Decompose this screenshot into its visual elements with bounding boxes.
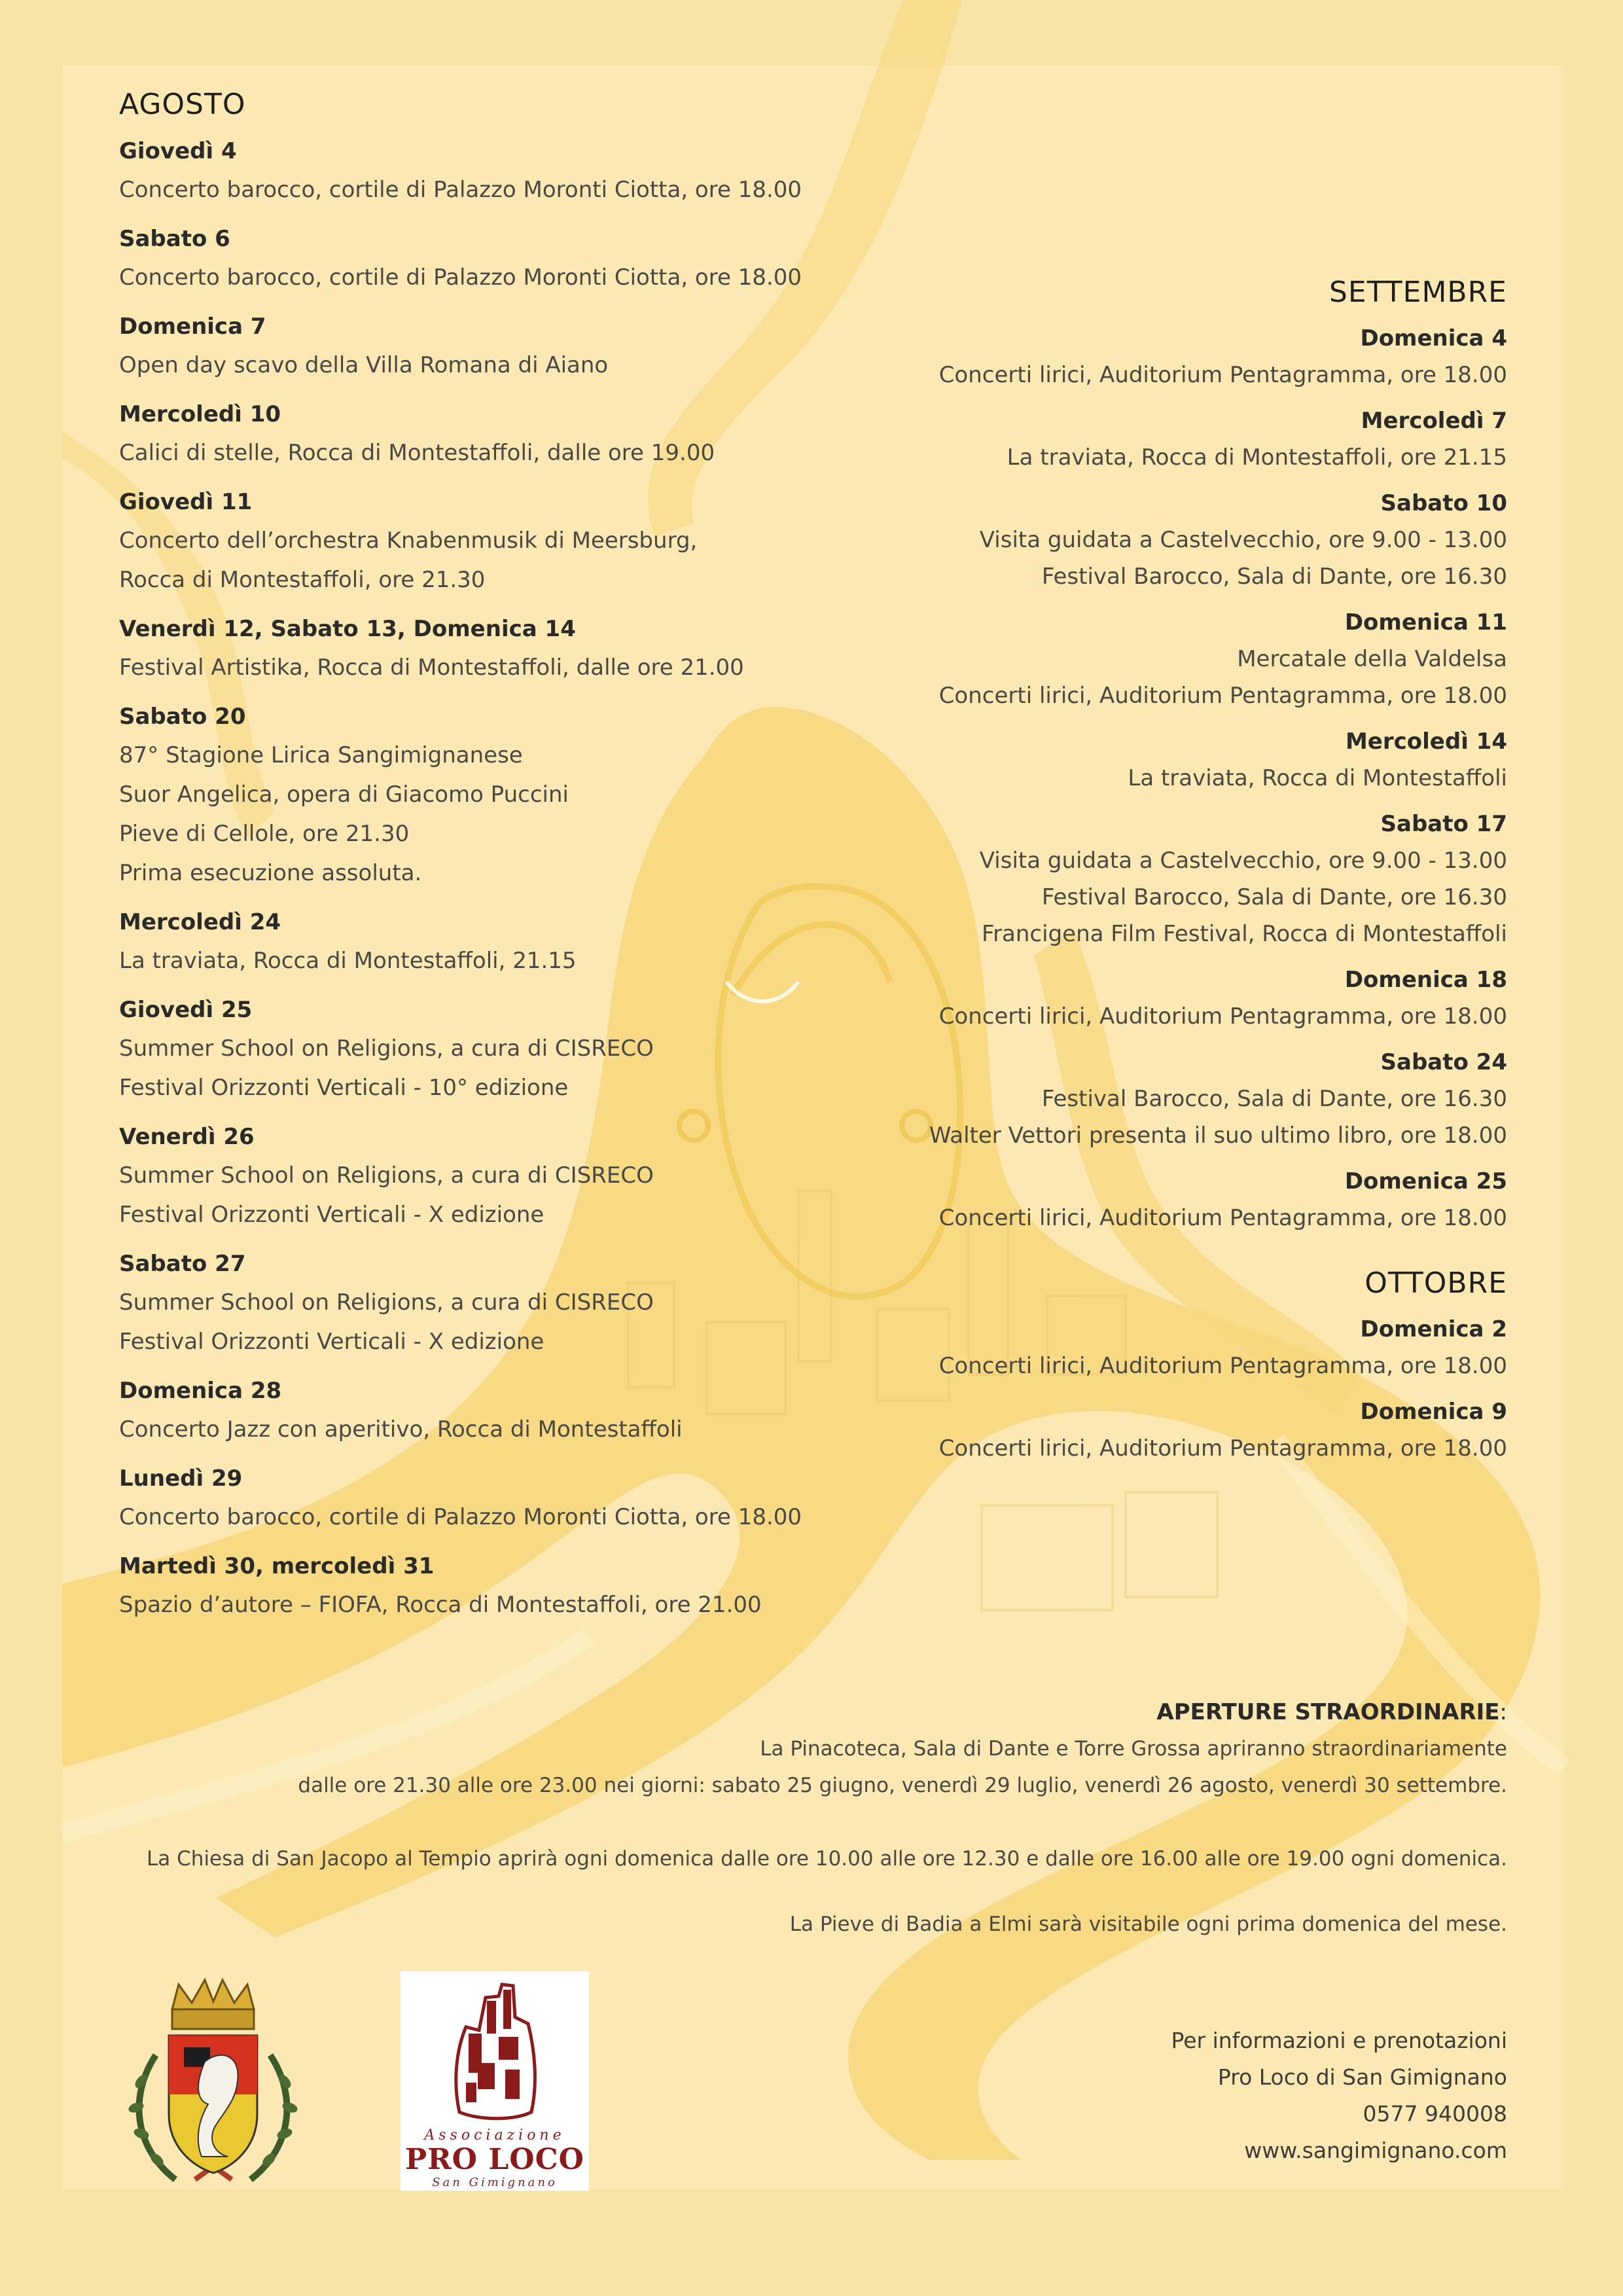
contact-website-link[interactable]: www.sangimignano.com	[1244, 2138, 1507, 2163]
event-date: Giovedì 4	[119, 138, 237, 164]
event-description: Festival Orizzonti Verticali - X edizione	[119, 1202, 544, 1228]
event-date: Domenica 25	[1344, 1168, 1507, 1194]
proloco-name-label: PRO LOCO	[405, 2143, 584, 2176]
proloco-logo	[401, 1971, 589, 2191]
event-date: Venerdì 26	[119, 1124, 255, 1150]
event-description: Suor Angelica, opera di Giacomo Puccini	[119, 781, 569, 808]
event-date: Sabato 17	[1380, 811, 1507, 837]
event-description: La traviata, Rocca di Montestaffoli, 21.15	[119, 948, 577, 974]
event-description: Concerto dell’orchestra Knabenmusik di Meersburg,	[119, 528, 698, 554]
event-description: Festival Orizzonti Verticali - X edizione	[119, 1329, 544, 1355]
event-date: Martedì 30, mercoledì 31	[119, 1553, 435, 1579]
contact-phone[interactable]: 0577 940008	[1363, 2101, 1507, 2126]
event-date: Domenica 9	[1360, 1399, 1507, 1425]
event-entry	[119, 991, 852, 1107]
event-description: Festival Artistika, Rocca di Montestaffoli, dalle ore 21.00	[119, 655, 744, 681]
event-description: Concerti lirici, Auditorium Pentagramma, ore 18.00	[938, 1353, 1507, 1379]
event-description: Calici di stelle, Rocca di Montestaffoli, dalle ore 19.00	[119, 440, 715, 466]
event-description: Open day scavo della Villa Romana di Aiano	[119, 352, 609, 378]
event-description: Concerto Jazz con aperitivo, Rocca di Montestaffoli	[119, 1416, 683, 1443]
agosto-event-list	[119, 132, 852, 1624]
event-entry	[119, 395, 852, 473]
towers-icon	[401, 1971, 589, 2128]
event-entry	[853, 320, 1507, 393]
event-description: Summer School on Religions, a cura di CISRECO	[119, 1289, 654, 1316]
event-date: Domenica 7	[119, 314, 266, 340]
event-date: Domenica 18	[1344, 967, 1507, 993]
proloco-city-label: San Gimignano	[432, 2176, 558, 2189]
event-description: Concerti lirici, Auditorium Pentagramma, ore 18.00	[938, 1003, 1507, 1030]
event-entry	[853, 961, 1507, 1035]
spacer	[133, 1804, 1507, 1840]
event-date: Mercoledì 7	[1361, 408, 1507, 434]
event-entry	[119, 610, 852, 687]
event-date: Venerdì 12, Sabato 13, Domenica 14	[119, 616, 576, 642]
month-heading-agosto: AGOSTO	[119, 88, 246, 121]
event-entry	[119, 483, 852, 600]
event-entry	[119, 1245, 852, 1361]
event-description: Concerti lirici, Auditorium Pentagramma, ore 18.00	[938, 1205, 1507, 1231]
event-entry	[853, 1393, 1507, 1467]
event-entry	[119, 220, 852, 297]
event-description: Summer School on Religions, a cura di CISRECO	[119, 1035, 654, 1062]
contact-info	[1171, 2022, 1508, 2169]
event-description: Festival Orizzonti Verticali - 10° edizione	[119, 1075, 569, 1101]
event-entry	[853, 1044, 1507, 1154]
event-entry	[853, 723, 1507, 797]
event-description: Visita guidata a Castelvecchio, ore 9.00 - 13.00	[979, 527, 1507, 553]
event-entry	[119, 1372, 852, 1449]
proloco-association-label: Associazione	[424, 2127, 565, 2144]
aperture-line-3: La Chiesa di San Jacopo al Tempio aprirà ogni domenica dalle ore 10.00 alle ore 12.30 e dalle ore 16.00 alle ore 19.00 ogni domenica.	[147, 1847, 1507, 1871]
aperture-straordinarie-section	[133, 1694, 1507, 1943]
month-heading-settembre: SETTEMBRE	[1329, 276, 1507, 309]
event-entry	[853, 403, 1507, 476]
event-entry	[853, 806, 1507, 952]
event-entry	[119, 1118, 852, 1234]
spacer	[133, 1877, 1507, 1906]
event-date: Domenica 11	[1344, 609, 1507, 636]
event-entry	[853, 485, 1507, 595]
aperture-line-2: dalle ore 21.30 alle ore 23.00 nei giorni: sabato 25 giugno, venerdì 29 luglio, venerdì 26 agosto, venerdì 30 settembre.	[298, 1774, 1507, 1797]
event-description: Festival Barocco, Sala di Dante, ore 16.30	[1041, 564, 1507, 590]
event-date: Sabato 10	[1380, 490, 1507, 516]
event-date: Mercoledì 14	[1345, 728, 1507, 755]
contact-intro: Per informazioni e prenotazioni	[1171, 2028, 1507, 2053]
aperture-line-1: La Pinacoteca, Sala di Dante e Torre Grossa apriranno straordinariamente	[760, 1737, 1507, 1761]
event-entry	[119, 903, 852, 980]
event-description: Concerti lirici, Auditorium Pentagramma, ore 18.00	[938, 683, 1507, 709]
event-description: Concerti lirici, Auditorium Pentagramma, ore 18.00	[938, 362, 1507, 388]
event-description: Concerti lirici, Auditorium Pentagramma, ore 18.00	[938, 1435, 1507, 1462]
event-description: Summer School on Religions, a cura di CISRECO	[119, 1162, 654, 1189]
event-date: Sabato 6	[119, 226, 230, 252]
event-description: La traviata, Rocca di Montestaffoli	[1128, 765, 1507, 791]
event-date: Giovedì 25	[119, 997, 253, 1023]
ottobre-event-list	[853, 1311, 1507, 1467]
event-description: Spazio d’autore – FIOFA, Rocca di Montestaffoli, ore 21.00	[119, 1592, 762, 1618]
event-description: Mercatale della Valdelsa	[1237, 646, 1507, 672]
event-date: Domenica 2	[1360, 1316, 1507, 1342]
aperture-line-4: La Pieve di Badia a Elmi sarà visitabile ogni prima domenica del mese.	[789, 1912, 1507, 1936]
event-date: Mercoledì 24	[119, 909, 281, 935]
event-description: Visita guidata a Castelvecchio, ore 9.00 - 13.00	[979, 848, 1507, 874]
event-date: Sabato 20	[119, 704, 246, 730]
event-description: Concerto barocco, cortile di Palazzo Moronti Ciotta, ore 18.00	[119, 1504, 802, 1530]
event-description: Rocca di Montestaffoli, ore 21.30	[119, 567, 486, 593]
event-date: Sabato 27	[119, 1251, 246, 1277]
event-entry	[119, 698, 852, 893]
event-entry	[119, 308, 852, 385]
event-entry	[853, 1311, 1507, 1384]
event-date: Sabato 24	[1380, 1049, 1507, 1075]
event-date: Mercoledì 10	[119, 401, 281, 427]
event-entry	[853, 1163, 1507, 1236]
event-date: Domenica 4	[1360, 325, 1507, 351]
event-entry	[119, 132, 852, 209]
event-description: 87° Stagione Lirica Sangimignanese	[119, 742, 523, 768]
event-description: Pieve di Cellole, ore 21.30	[119, 821, 410, 847]
event-description: Festival Barocco, Sala di Dante, ore 16.30	[1041, 1086, 1507, 1112]
month-heading-ottobre: OTTOBRE	[1364, 1266, 1507, 1300]
event-description: Concerto barocco, cortile di Palazzo Moronti Ciotta, ore 18.00	[119, 177, 802, 203]
event-description: Walter Vettori presenta il suo ultimo libro, ore 18.00	[929, 1122, 1507, 1149]
aperture-heading-text: APERTURE STRAORDINARIE	[1156, 1699, 1500, 1725]
event-date: Domenica 28	[119, 1378, 282, 1404]
event-description: La traviata, Rocca di Montestaffoli, ore 21.15	[1007, 444, 1507, 471]
settembre-ottobre-column	[853, 272, 1507, 1476]
aperture-heading-colon: :	[1499, 1699, 1507, 1725]
agosto-column	[119, 84, 852, 1635]
event-description: Prima esecuzione assoluta.	[119, 860, 422, 886]
contact-organization: Pro Loco di San Gimignano	[1217, 2064, 1507, 2090]
event-description: Francigena Film Festival, Rocca di Montestaffoli	[981, 921, 1507, 947]
event-description: Concerto barocco, cortile di Palazzo Moronti Ciotta, ore 18.00	[119, 264, 802, 291]
event-entry	[853, 604, 1507, 714]
event-entry	[119, 1547, 852, 1624]
event-description: Festival Barocco, Sala di Dante, ore 16.30	[1041, 884, 1507, 910]
aperture-heading	[133, 1694, 1507, 1731]
settembre-event-list	[853, 320, 1507, 1236]
comune-coat-of-arms-logo	[116, 1970, 310, 2193]
event-entry	[119, 1460, 852, 1537]
event-date: Giovedì 11	[119, 489, 253, 515]
event-date: Lunedì 29	[119, 1465, 243, 1492]
